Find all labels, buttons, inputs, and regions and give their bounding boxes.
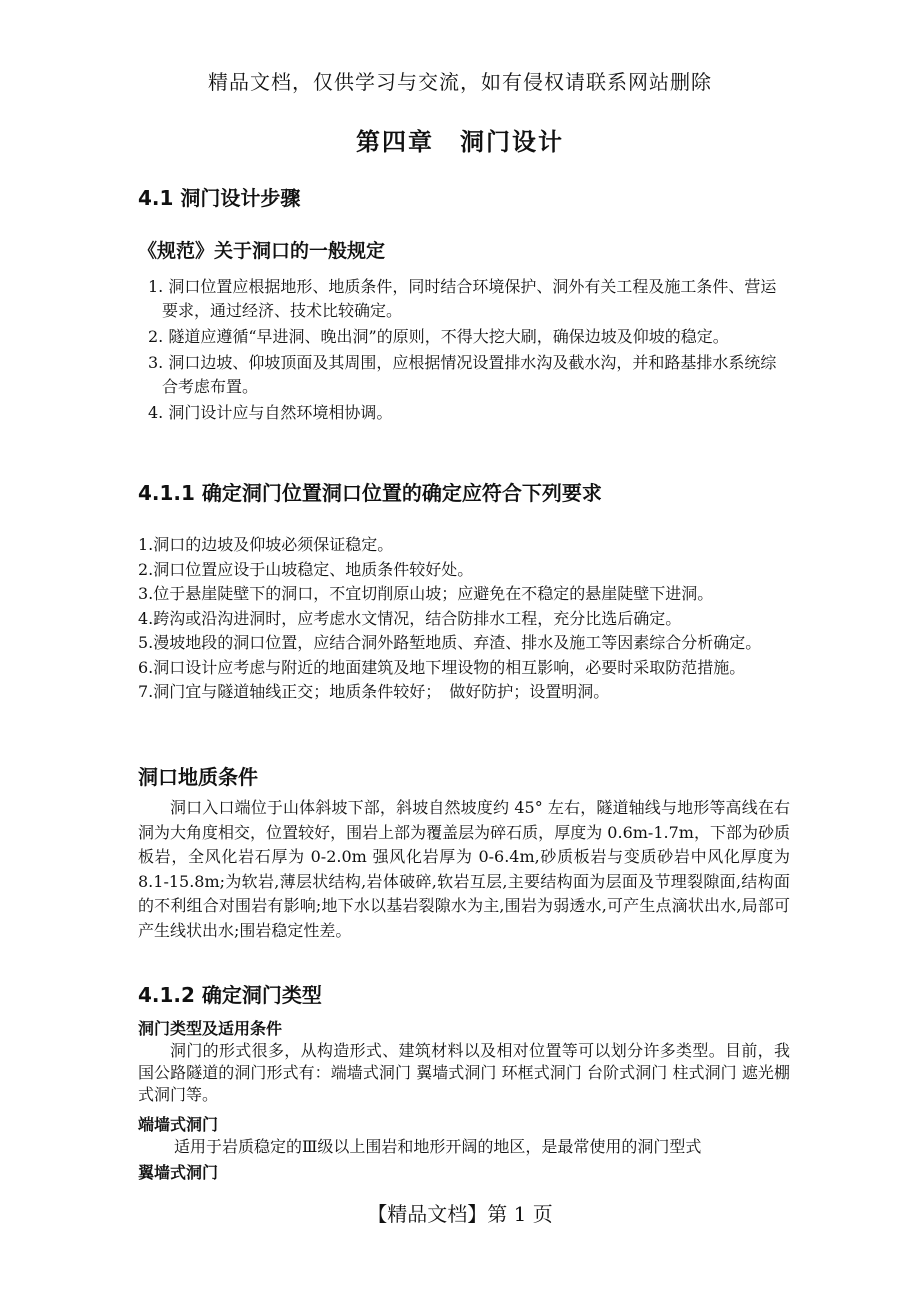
section-4-1-heading: 4.1 洞门设计步骤 <box>138 186 301 210</box>
list-item: 1. 洞口位置应根据地形、地质条件，同时结合环境保护、洞外有关工程及施工条件、营运要求，通过经济、技术比较确定。 <box>148 277 777 320</box>
end-wall-heading: 端墙式洞门 <box>138 1115 219 1134</box>
list-item: 6.洞口设计应考虑与附近的地面建筑及地下埋设物的相互影响，必要时采取防范措施。 <box>138 657 746 677</box>
list-item: 4.跨沟或沿沟进洞时，应考虑水文情况，结合防排水工程，充分比选后确定。 <box>138 608 682 628</box>
spec-rules-list <box>140 275 790 427</box>
end-wall-paragraph: 适用于岩质稳定的Ⅲ级以上围岩和地形开阔的地区，是最常使用的洞门型式 <box>174 1137 702 1156</box>
list-item: 2.洞口位置应设于山坡稳定、地质条件较好处。 <box>138 559 474 579</box>
list-item: 3.位于悬崖陡壁下的洞口，不宜切削原山坡；应避免在不稳定的悬崖陡壁下进洞。 <box>138 584 714 603</box>
list-item: 7.洞门宜与隧道轴线正交；地质条件较好； 做好防护；设置明洞。 <box>138 682 610 701</box>
types-heading: 洞门类型及适用条件 <box>138 1019 283 1038</box>
list-item: 4. 洞门设计应与自然环境相协调。 <box>148 403 393 422</box>
position-requirements-list <box>138 533 790 705</box>
list-item: 3. 洞口边坡、仰坡顶面及其周围，应根据情况设置排水沟及截水沟，并和路基排水系统综合考虑布置。 <box>148 353 777 396</box>
section-4-1-1-heading: 4.1.1 确定洞门位置洞口位置的确定应符合下列要求 <box>138 481 602 505</box>
geology-heading: 洞口地质条件 <box>138 765 258 789</box>
wing-wall-heading: 翼墙式洞门 <box>138 1163 219 1182</box>
geology-paragraph: 洞口入口端位于山体斜坡下部，斜坡自然坡度约 45° 左右，隧道轴线与地形等高线在右洞为大角度相交，位置较好，围岩上部为覆盖层为碎石质，厚度为 0.6m-1.7m，下部为砂质板岩，全风化岩石厚为 0-2.0m 强风化岩厚为 0-6.4m,砂质板岩与变质砂岩中风化厚度为 8.1-15.8m;为软岩,薄层状结构,岩体破碎,软岩互层,主要结构面为层面及节理裂隙面,结构面的不利组合对围岩有影响;地下水以基岩裂隙水为主,围岩为弱透水,可产生点滴状出水,局部可产生线状出水;围岩稳定性差。 <box>138 798 790 940</box>
page-footer: 【精品文档】第 1 页 <box>367 1202 553 1226</box>
spec-heading: 《规范》关于洞口的一般规定 <box>138 240 386 262</box>
page-header: 精品文档，仅供学习与交流，如有侵权请联系网站删除 <box>208 70 712 94</box>
types-paragraph: 洞门的形式很多，从构造形式、建筑材料以及相对位置等可以划分许多类型。目前，我国公路隧道的洞门形式有：端墙式洞门 翼墙式洞门 环框式洞门 台阶式洞门 柱式洞门 遮光棚式洞门等。 <box>138 1041 790 1104</box>
chapter-title: 第四章 洞门设计 <box>356 128 564 156</box>
list-item: 1.洞口的边坡及仰坡必须保证稳定。 <box>138 535 394 554</box>
list-item: 5.漫坡地段的洞口位置，应结合洞外路堑地质、弃渣、排水及施工等因素综合分析确定。 <box>138 633 762 652</box>
section-4-1-2-heading: 4.1.2 确定洞门类型 <box>138 983 322 1007</box>
list-item: 2. 隧道应遵循“早进洞、晚出洞”的原则，不得大挖大刷，确保边坡及仰坡的稳定。 <box>148 327 729 346</box>
